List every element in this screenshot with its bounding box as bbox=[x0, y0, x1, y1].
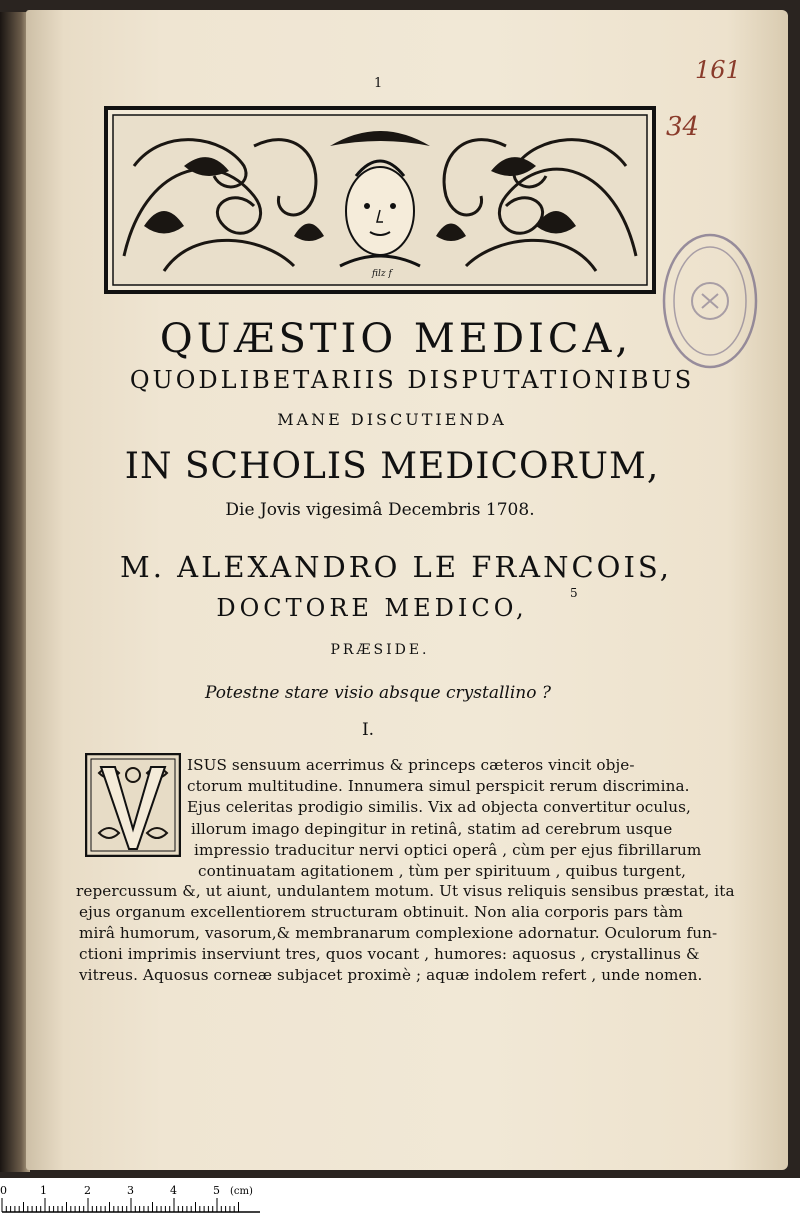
body-line-8: ejus organum excellentiorem structuram obtinuit. Non alia corporis pars tàm bbox=[79, 903, 683, 921]
praeses-title: DOCTORE MEDICO, bbox=[216, 594, 528, 622]
scale-label-2: 2 bbox=[84, 1184, 91, 1197]
body-line-10: ctioni imprimis inserviunt tres, quos vocant , humores: aquosus , crystallinus & bbox=[79, 945, 700, 963]
title-line-4: IN SCHOLIS MEDICORUM, bbox=[124, 446, 660, 487]
section-number: I. bbox=[361, 720, 375, 740]
ornament-signature: filz f bbox=[372, 269, 392, 279]
folio-number: 1 bbox=[374, 76, 383, 91]
title-line-2: QUODLIBETARIIS DISPUTATIONIBUS bbox=[129, 366, 695, 394]
body-line-1: ISUS sensuum acerrimus & princeps cæteros vincit obje- bbox=[187, 756, 635, 774]
body-line-5: impressio traducitur nervi optici operâ , cùm per ejus fibrillarum bbox=[194, 841, 702, 859]
body-line-9: mirâ humorum, vasorum,& membranarum complexione adornatur. Oculorum fun- bbox=[79, 924, 718, 942]
body-line-2: ctorum multitudine. Innumera simul perspicit rerum discrimina. bbox=[187, 777, 690, 795]
body-line-7: repercussum &, ut aiunt, undulantem motum. Ut visus reliquis sensibus præstat, ita bbox=[76, 882, 735, 900]
headpiece-ornament bbox=[104, 106, 656, 294]
manuscript-number-top: 161 bbox=[695, 56, 741, 84]
praeside-line: PRÆSIDE. bbox=[330, 642, 430, 658]
body-line-3: Ejus celeritas prodigio similis. Vix ad objecta convertitur oculus, bbox=[187, 798, 691, 816]
manuscript-number-side: 34 bbox=[666, 112, 700, 142]
scale-label-0: 0 bbox=[0, 1184, 7, 1197]
praeses-name: M. ALEXANDRO LE FRANCOIS, bbox=[120, 550, 672, 584]
date-line: Die Jovis vigesimâ Decembris 1708. bbox=[225, 500, 535, 520]
question-line: Potestne stare visio absque crystallino ? bbox=[205, 683, 551, 703]
title-line-3: MANE DISCUTIENDA bbox=[277, 410, 507, 429]
title-line-1: QUÆSTIO MEDICA, bbox=[159, 316, 633, 362]
body-line-6: continuatam agitationem , tùm per spirituum , quibus turgent, bbox=[198, 862, 687, 880]
scale-label-4: 4 bbox=[170, 1184, 177, 1197]
drop-cap-v-ornament bbox=[85, 753, 181, 857]
body-line-4: illorum imago depingitur in retinâ, statim ad cerebrum usque bbox=[191, 820, 673, 838]
body-line-11: vitreus. Aquosus corneæ subjacet proximè ; aquæ indolem refert , unde nomen. bbox=[79, 966, 703, 984]
scale-unit: (cm) bbox=[230, 1186, 253, 1197]
praeses-title-mark: 5 bbox=[570, 586, 578, 600]
scale-label-3: 3 bbox=[127, 1184, 134, 1197]
scale-bar bbox=[0, 1178, 800, 1213]
scale-label-5: 5 bbox=[213, 1184, 220, 1197]
scale-label-1: 1 bbox=[40, 1184, 47, 1197]
